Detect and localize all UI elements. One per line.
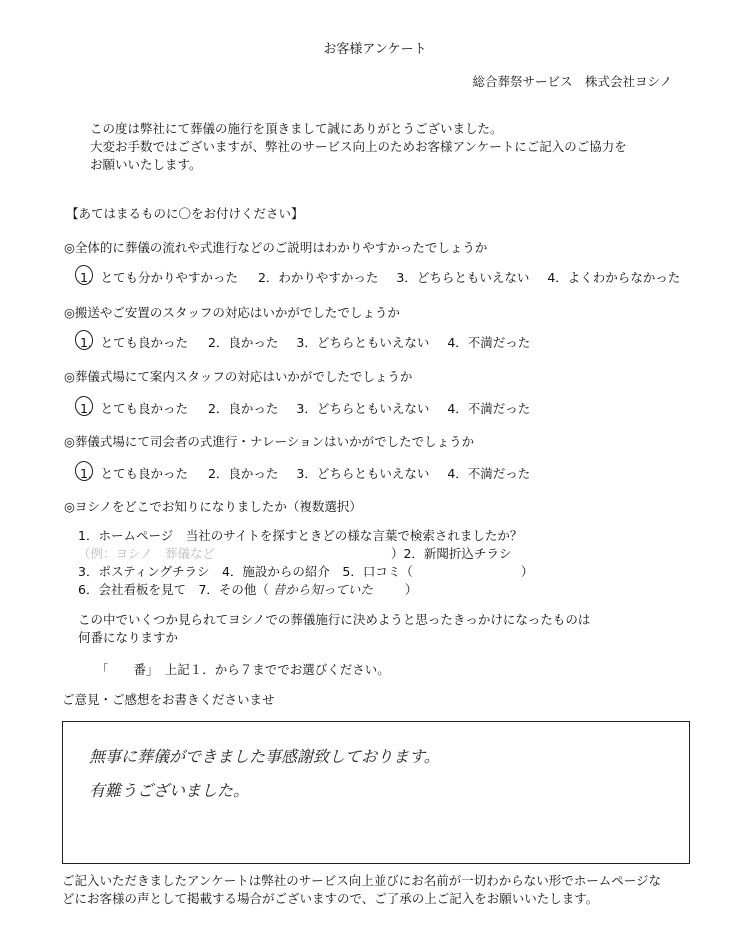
newspaper-option[interactable]: ）2．新聞折込チラシ	[390, 546, 512, 561]
option-2[interactable]: 2．わかりやすかった	[257, 270, 379, 285]
other-handwritten-answer: 昔から知っていた	[272, 582, 373, 597]
answer-number-line[interactable]: 「 番」 上記１．から７まででお選びください。	[96, 662, 390, 677]
intro-line: お願いいたします。	[90, 157, 202, 172]
option-2[interactable]: 2．良かった	[207, 335, 279, 350]
poster-referral-options[interactable]: 3．ポスティングチラシ 4．施設からの紹介 5．口コミ（	[78, 564, 413, 579]
source-line-2	[78, 545, 511, 563]
source-line-1: 1．ホームページ 当社のサイトを探すときどの様な言葉で検索されましたか？	[78, 528, 523, 543]
footer-line: ご記入いただきましたアンケートは弊社のサービス向上並びにお名前が一切わからない形でホームページな	[62, 873, 662, 888]
option-3[interactable]: 3．どちらともいえない	[396, 270, 530, 285]
source-line-3	[78, 563, 533, 581]
option-1-circled[interactable]: 1．とても良かった	[80, 401, 188, 416]
option-1-circled[interactable]: 1．とても分かりやすかった	[80, 270, 238, 285]
question-2-text: ◎搬送やご安置のスタッフの対応はいかがでしたでしょうか	[64, 305, 400, 320]
question-3-options	[78, 399, 530, 417]
handwritten-comment-line: 無事に葬儀ができました事感謝致しております。	[89, 747, 440, 766]
followup-line-2: 何番になりますか	[78, 630, 179, 645]
option-4[interactable]: 4．不満だった	[447, 466, 531, 481]
option-2[interactable]: 2．良かった	[207, 401, 279, 416]
handwritten-comment-line: 有難うございました。	[89, 781, 250, 800]
option-4[interactable]: 4．不満だった	[447, 401, 531, 416]
option-3[interactable]: 3．どちらともいえない	[296, 401, 430, 416]
source-line-4	[78, 581, 417, 599]
option-3[interactable]: 3．どちらともいえない	[296, 335, 430, 350]
intro-line: この度は弊社にて葬儀の施行を頂きまして誠にありがとうございました。	[90, 121, 503, 136]
paren-close: ）	[520, 564, 534, 579]
survey-title: お客様アンケート	[323, 42, 427, 57]
search-example-hint: （例：ヨシノ 葬儀など	[78, 546, 216, 561]
question-1-text: ◎全体的に葬儀の流れや式進行などのご説明はわかりやすかったでしょうか	[64, 240, 488, 255]
option-1-circled[interactable]: 1．とても良かった	[80, 466, 188, 481]
question-4-options	[78, 464, 530, 482]
question-4-text: ◎葬儀式場にて司会者の式進行・ナレーションはいかがでしたでしょうか	[64, 434, 475, 449]
company-name: 総合葬祭サービス 株式会社ヨシノ	[472, 74, 672, 89]
footer-line: どにお客様の声として掲載する場合がございますので、ご了承の上ご記入をお願いいたします。	[62, 891, 599, 906]
comments-label: ご意見・ご感想をお書きくださいませ	[62, 692, 275, 707]
instruction-heading: 【あてはまるものに〇をお付けください】	[66, 206, 304, 221]
intro-line: 大変お手数ではございますが、弊社のサービス向上のためお客様アンケートにご記入のご協力を	[90, 139, 627, 154]
question-2-options	[78, 333, 530, 351]
option-1-circled[interactable]: 1．とても良かった	[80, 335, 188, 350]
option-4[interactable]: 4．不満だった	[447, 335, 531, 350]
question-3-text: ◎葬儀式場にて案内スタッフの対応はいかがでしたでしょうか	[64, 369, 413, 384]
option-2[interactable]: 2．良かった	[207, 466, 279, 481]
signboard-other-options[interactable]: 6．会社看板を見て 7．その他（	[78, 582, 269, 597]
option-4[interactable]: 4．よくわからなかった	[547, 270, 681, 285]
footer-notice	[62, 872, 661, 908]
option-3[interactable]: 3．どちらともいえない	[296, 466, 430, 481]
intro-text	[90, 120, 627, 174]
question-5-text: ◎ヨシノをどこでお知りになりましたか（複数選択）	[64, 499, 362, 514]
comments-box[interactable]	[62, 721, 690, 864]
paren-close: ）	[404, 582, 418, 597]
question-1-options	[78, 268, 680, 286]
followup-line-1: この中でいくつか見られてヨシノでの葬儀施行に決めようと思ったきっかけになったものは	[78, 612, 591, 627]
